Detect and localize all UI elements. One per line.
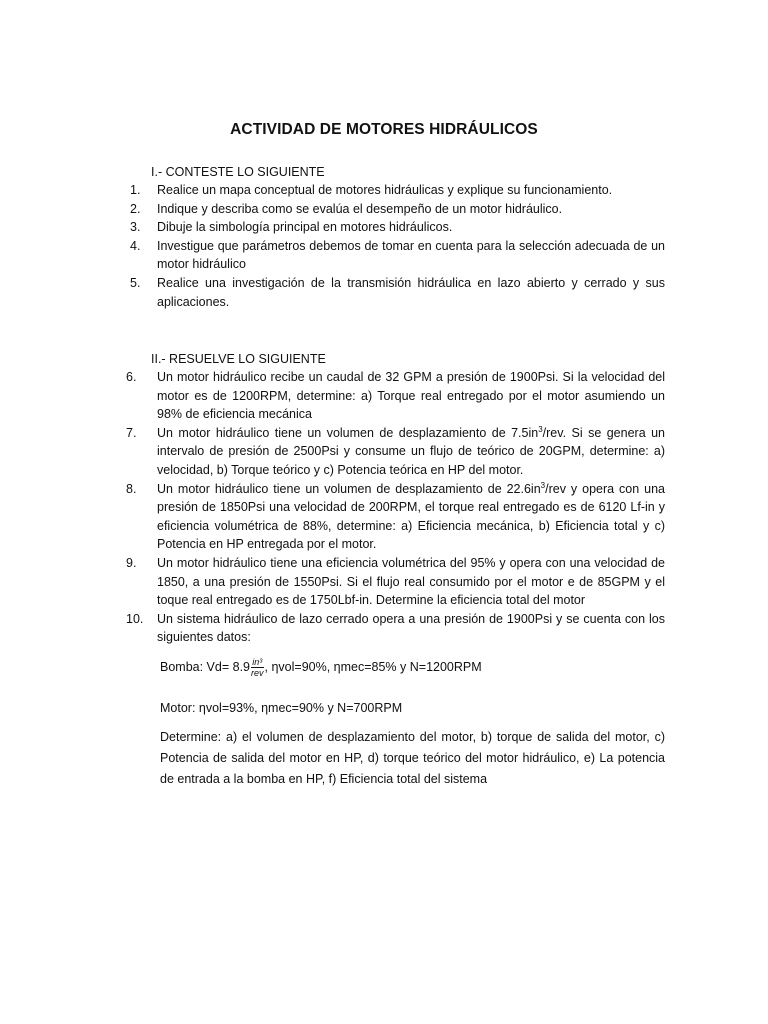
- item-text: Dibuje la simbología principal en motores hidráulicos.: [157, 220, 453, 235]
- list-item: [126, 368, 665, 424]
- bomba-data: [160, 657, 665, 678]
- item-text-b: /rev y opera con una presión de 1850Psi una velocidad de 200RPM, el torque real entregado es de 6120 Lf-in y eficiencia volumétrica de 88%, determine: a) Eficiencia mecánica, b) Eficiencia total y c) Potencia en HP entregada por el motor.: [157, 481, 665, 552]
- item-text: [157, 482, 665, 552]
- item-number: 7.: [126, 425, 137, 440]
- item-number: 9.: [126, 555, 137, 570]
- item-text: Realice un mapa conceptual de motores hidráulicas y explique su funcionamiento.: [157, 183, 613, 197]
- superscript: 3: [540, 480, 546, 490]
- list-item: [126, 610, 665, 647]
- item-number: 6.: [126, 370, 137, 384]
- list-item: [130, 200, 665, 219]
- fraction: [251, 657, 264, 678]
- item-number: 10.: [126, 611, 144, 626]
- item-text: [157, 426, 665, 477]
- item-number: 3.: [130, 220, 141, 235]
- list-item: [126, 554, 665, 610]
- bomba-prefix: Bomba: Vd= 8.9: [160, 660, 250, 674]
- item-text: Un motor hidráulico tiene una eficiencia volumétrica del 95% y opera con una velocidad de 1850, a una presión de 1550Psi. Si el flujo real consumido por el motor e de 85GPM y el toque real entregado es de 1750Lbf-in. Determine la eficiencia total del motor: [157, 555, 665, 608]
- item-text: Investigue que parámetros debemos de tomar en cuenta para la selección adecuada de un motor hidráulico: [157, 238, 665, 272]
- list-item: [130, 237, 665, 274]
- item-text: Realice una investigación de la transmisión hidráulica en lazo abierto y cerrado y sus aplicaciones.: [157, 275, 665, 309]
- bomba-suffix: , ηvol=90%, ηmec=85% y N=1200RPM: [264, 660, 482, 674]
- question-list-1: [130, 181, 665, 311]
- item-text-a: Un motor hidráulico tiene un volumen de desplazamiento de 7.5in: [157, 425, 539, 440]
- item-number: 8.: [126, 481, 137, 496]
- list-item: [130, 218, 665, 237]
- section-heading-1: I.- CONTESTE LO SIGUIENTE: [151, 165, 325, 179]
- item-text-b: /rev. Si se genera un intervalo de presión de 2500Psi y consume un flujo de teórico de 20GPM, determine: a) velocidad, b) Torque teórico y c) Potencia teórica en HP del motor.: [157, 425, 665, 477]
- superscript: 3: [538, 424, 543, 434]
- section-heading-2: II.- RESUELVE LO SIGUIENTE: [151, 352, 326, 366]
- determine-text: Determine: a) el volumen de desplazamiento del motor, b) torque de salida del motor, c) Potencia de salida del motor en HP, d) torque teórico del motor hidráulico, e) La potencia de entrada a la bomba en HP, f) Eficiencia total del sistema: [160, 730, 665, 786]
- item-number: 1.: [130, 183, 141, 197]
- item-text-a: Un motor hidráulico tiene un volumen de desplazamiento de 22.6in: [157, 481, 541, 496]
- motor-data: Motor: ηvol=93%, ηmec=90% y N=700RPM: [160, 701, 403, 715]
- list-item: [126, 480, 665, 554]
- list-item: [130, 181, 665, 200]
- question-list-2: [126, 368, 665, 647]
- item-number: 5.: [130, 275, 141, 290]
- list-item: [130, 274, 665, 311]
- fraction-denominator: rev: [251, 668, 264, 679]
- item-number: 2.: [130, 201, 141, 216]
- item-text: Un sistema hidráulico de lazo cerrado opera a una presión de 1900Psi y se cuenta con los siguientes datos:: [157, 611, 665, 645]
- item-text: Indique y describa como se evalúa el desempeño de un motor hidráulico.: [157, 201, 563, 216]
- list-item: [126, 424, 665, 480]
- fraction-numerator: in³: [252, 657, 263, 668]
- page-title: ACTIVIDAD DE MOTORES HIDRÁULICOS: [230, 121, 538, 138]
- item-text: Un motor hidráulico recibe un caudal de 32 GPM a presión de 1900Psi. Si la velocidad del motor es de 1200RPM, determine: a) Torque real entregado por el motor asumiendo un 98% de eficiencia mecánica: [157, 370, 665, 422]
- item-number: 4.: [130, 238, 141, 253]
